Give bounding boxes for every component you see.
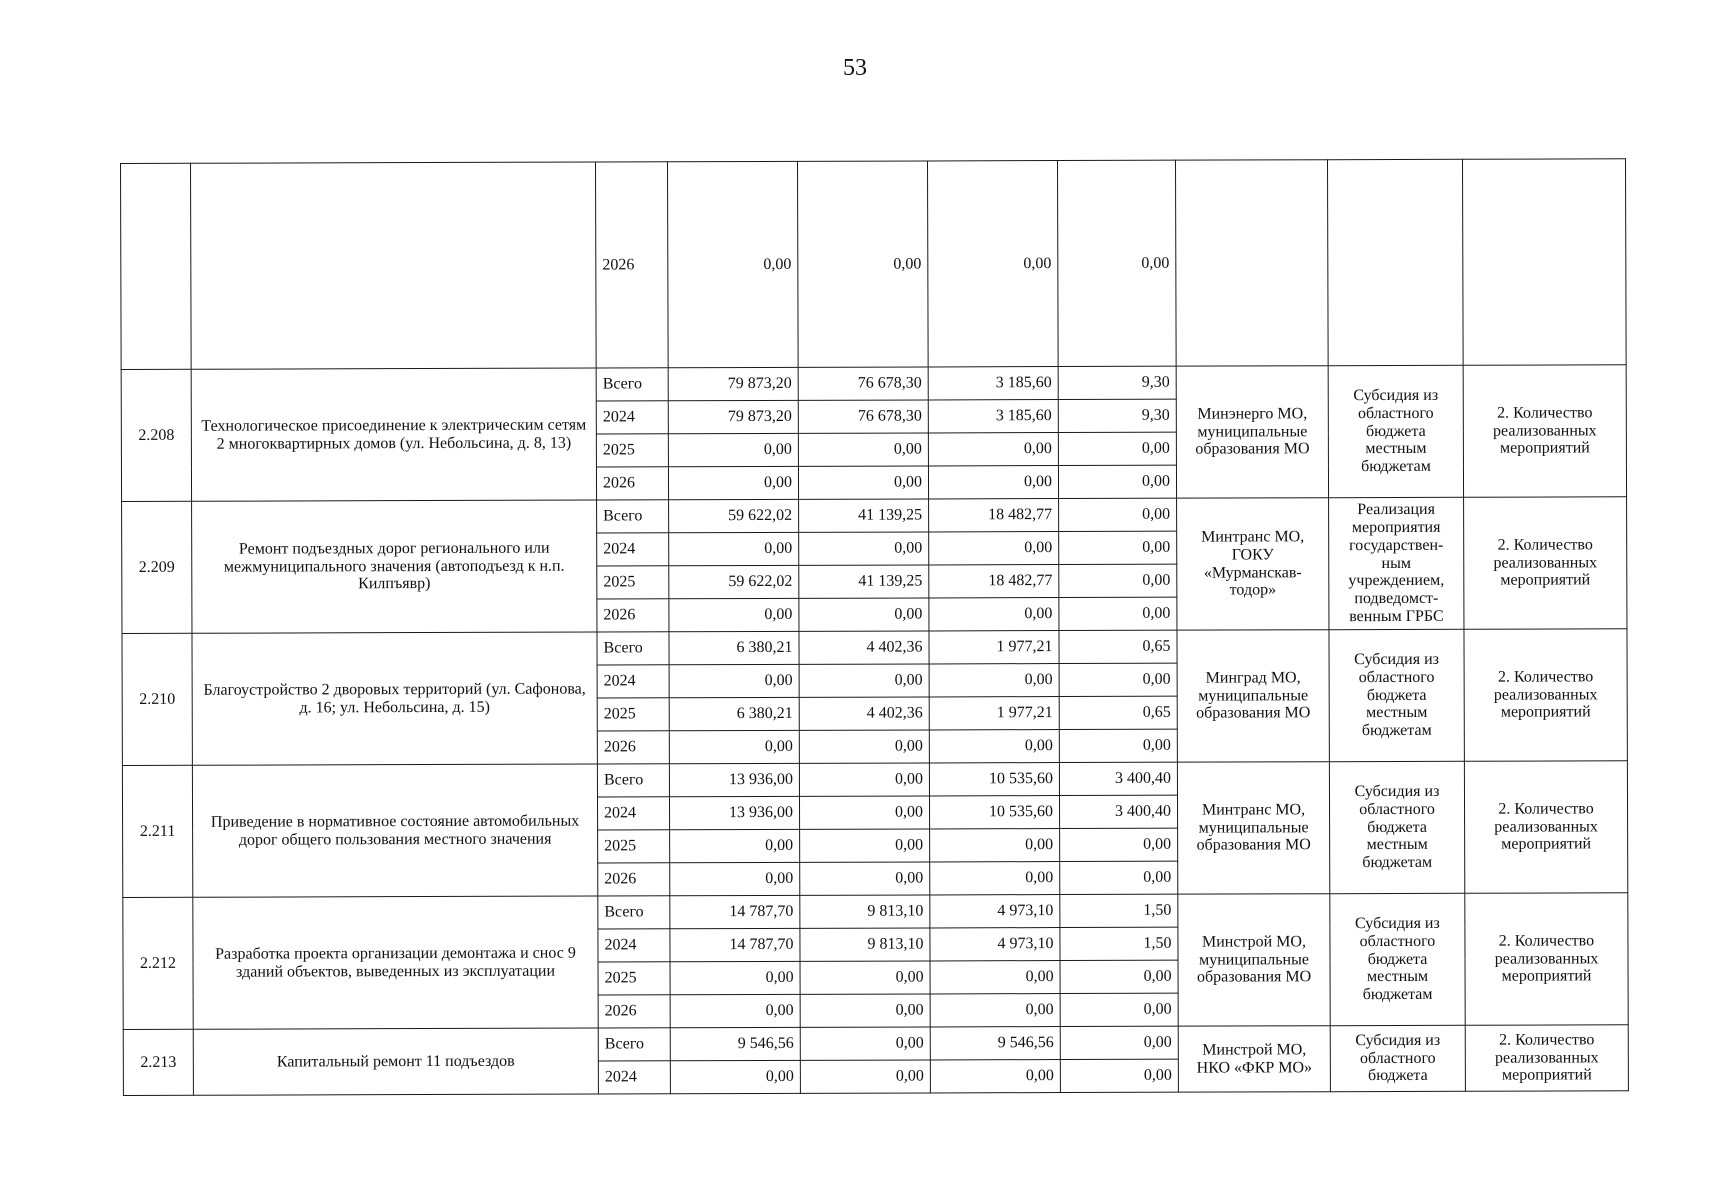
executor-cell: Минград МО, муниципальные образования МО — [1177, 630, 1329, 762]
year-cell: 2026 — [596, 467, 668, 500]
value-federal-cell: 4 402,36 — [799, 697, 929, 730]
year-cell: Всего — [596, 368, 668, 401]
value-local-cell: 0,00 — [1060, 861, 1178, 894]
value-local-cell: 0,00 — [1060, 1059, 1178, 1092]
funding-source-cell: Субсидия из областного бюджета — [1330, 1025, 1465, 1091]
continuation-executor-cell — [1175, 160, 1328, 366]
value-federal-cell: 76 678,30 — [798, 400, 928, 433]
value-local-cell: 0,00 — [1059, 531, 1177, 564]
year-cell: Всего — [597, 632, 669, 665]
funding-source-cell: Реализация мероприятия государствен-ным учреждением, подведомст-венным ГРБС — [1329, 497, 1464, 629]
value-regional-cell: 1 977,21 — [929, 697, 1059, 730]
year-cell: 2025 — [598, 962, 670, 995]
program-measures-table — [120, 158, 1629, 1096]
value-total-cell: 6 380,21 — [669, 631, 799, 664]
measure-name-cell: Ремонт подъездных дорог регионального или межмуниципального значения (автоподъезд к н.п. Килпъявр) — [192, 500, 597, 633]
year-cell: 2026 — [598, 863, 670, 896]
value-regional-cell: 3 185,60 — [928, 367, 1058, 400]
value-federal-cell: 76 678,30 — [798, 367, 928, 400]
executor-cell: Минтранс МО, ГОКУ «Мурманскав-тодор» — [1177, 498, 1329, 630]
value-local-cell: 0,65 — [1059, 696, 1177, 729]
value-federal-cell: 41 139,25 — [799, 565, 929, 598]
measure-index-cell: 2.209 — [122, 501, 192, 633]
measure-row — [121, 365, 1626, 403]
value-federal-cell: 4 402,36 — [799, 631, 929, 664]
value-federal-cell: 0,00 — [800, 1027, 930, 1060]
value-total-cell: 0,00 — [668, 433, 798, 466]
value-total-cell: 0,00 — [669, 598, 799, 631]
value-total-cell: 59 622,02 — [669, 565, 799, 598]
value-federal-cell: 0,00 — [798, 433, 928, 466]
table-body — [121, 159, 1629, 1096]
measure-index-cell: 2.208 — [121, 369, 191, 501]
value-regional-cell: 4 973,10 — [930, 928, 1060, 961]
value-federal-cell: 0,00 — [800, 994, 930, 1027]
value-federal-cell: 41 139,25 — [799, 499, 929, 532]
measure-index-cell: 2.210 — [122, 633, 192, 765]
indicator-cell: 2. Количество реализованных мероприятий — [1464, 629, 1627, 762]
value-regional-cell: 18 482,77 — [929, 565, 1059, 598]
year-cell: 2026 — [597, 599, 669, 632]
value-total-cell: 14 787,70 — [670, 928, 800, 961]
value-federal-cell: 0,00 — [799, 730, 929, 763]
funding-source-cell: Субсидия из областного бюджета местным бюджетам — [1330, 893, 1465, 1025]
measure-name-cell: Приведение в нормативное состояние автомобильных дорог общего пользования местного значения — [192, 764, 597, 897]
value-local-cell: 0,00 — [1058, 432, 1176, 465]
value-total-cell: 0,00 — [670, 961, 800, 994]
measure-name-cell: Капитальный ремонт 11 подъездов — [193, 1028, 598, 1095]
value-regional-cell: 0,00 — [929, 664, 1059, 697]
measure-name-cell: Технологическое присоединение к электрическим сетям 2 многоквартирных домов (ул. Небольсина, д. 8, 13) — [191, 368, 596, 501]
value-regional-cell: 9 546,56 — [930, 1027, 1060, 1060]
measure-row — [122, 629, 1627, 667]
value-regional-cell: 3 185,60 — [928, 400, 1058, 433]
year-cell: 2024 — [598, 1061, 670, 1094]
continuation-index-cell — [121, 163, 192, 369]
measure-row — [122, 497, 1627, 535]
value-regional-cell: 10 535,60 — [929, 796, 1059, 829]
year-cell: 2025 — [597, 698, 669, 731]
value-federal-cell: 0,00 — [800, 862, 930, 895]
measure-row — [123, 893, 1628, 931]
year-cell: 2025 — [596, 434, 668, 467]
value-total-cell: 0,00 — [670, 994, 800, 1027]
value-federal-cell: 0,00 — [799, 763, 929, 796]
year-cell: 2024 — [597, 665, 669, 698]
indicator-cell: 2. Количество реализованных мероприятий — [1464, 497, 1627, 630]
value-federal-cell: 0,00 — [800, 961, 930, 994]
value-total-cell: 14 787,70 — [670, 895, 800, 928]
funding-source-cell: Субсидия из областного бюджета местным бюджетам — [1329, 629, 1464, 761]
executor-cell: Минэнерго МО, муниципальные образования МО — [1176, 366, 1328, 498]
value-federal-cell: 9 813,10 — [800, 928, 930, 961]
value-local-cell: 0,00 — [1060, 993, 1178, 1026]
value-local-cell: 0,00 — [1059, 663, 1177, 696]
indicator-cell: 2. Количество реализованных мероприятий — [1465, 1025, 1628, 1092]
program-table-container — [120, 158, 1629, 1096]
value-local-cell: 0,00 — [1060, 960, 1178, 993]
value-federal-cell: 9 813,10 — [800, 895, 930, 928]
value-total-cell: 0,00 — [669, 730, 799, 763]
year-cell: 2026 — [598, 995, 670, 1028]
value-local-cell: 0,00 — [1057, 160, 1176, 366]
continuation-indicator-cell — [1462, 159, 1626, 366]
year-cell: 2025 — [598, 830, 670, 863]
value-total-cell: 0,00 — [669, 532, 799, 565]
value-regional-cell: 0,00 — [929, 532, 1059, 565]
year-cell: 2024 — [596, 401, 668, 434]
value-regional-cell: 1 977,21 — [929, 631, 1059, 664]
value-total-cell: 0,00 — [670, 1060, 800, 1093]
year-cell: Всего — [598, 896, 670, 929]
executor-cell: Минстрой МО, муниципальные образования МО — [1178, 894, 1330, 1026]
indicator-cell: 2. Количество реализованных мероприятий — [1463, 365, 1626, 498]
value-local-cell: 0,65 — [1059, 630, 1177, 663]
measure-row — [123, 1025, 1628, 1063]
value-local-cell: 0,00 — [1059, 729, 1177, 762]
year-cell: Всего — [597, 500, 669, 533]
value-total-cell: 13 936,00 — [669, 796, 799, 829]
value-regional-cell: 0,00 — [928, 466, 1058, 499]
funding-source-cell: Субсидия из областного бюджета местным бюджетам — [1328, 365, 1463, 497]
value-federal-cell: 0,00 — [799, 664, 929, 697]
year-cell: 2025 — [597, 566, 669, 599]
value-regional-cell: 0,00 — [929, 598, 1059, 631]
continuation-name-cell — [191, 162, 597, 369]
value-regional-cell: 0,00 — [930, 961, 1060, 994]
value-total-cell: 79 873,20 — [668, 400, 798, 433]
value-federal-cell: 0,00 — [799, 796, 929, 829]
value-local-cell: 9,30 — [1058, 399, 1176, 432]
year-cell: Всего — [597, 764, 669, 797]
value-local-cell: 0,00 — [1059, 597, 1177, 630]
value-local-cell: 1,50 — [1060, 927, 1178, 960]
value-local-cell: 0,00 — [1059, 498, 1177, 531]
value-local-cell: 0,00 — [1059, 564, 1177, 597]
value-local-cell: 0,00 — [1058, 465, 1176, 498]
value-local-cell: 1,50 — [1060, 894, 1178, 927]
value-total-cell: 0,00 — [669, 664, 799, 697]
value-federal-cell: 0,00 — [800, 1060, 930, 1093]
value-federal-cell: 0,00 — [799, 532, 929, 565]
year-cell: Всего — [598, 1028, 670, 1061]
value-regional-cell: 4 973,10 — [930, 895, 1060, 928]
measure-index-cell: 2.211 — [122, 765, 192, 897]
year-cell: 2024 — [598, 929, 670, 962]
indicator-cell: 2. Количество реализованных мероприятий — [1464, 761, 1627, 894]
value-regional-cell: 0,00 — [928, 433, 1058, 466]
measure-row — [122, 761, 1627, 799]
value-local-cell: 0,00 — [1060, 828, 1178, 861]
year-cell: 2024 — [597, 797, 669, 830]
value-local-cell: 3 400,40 — [1059, 762, 1177, 795]
continuation-row — [121, 159, 1627, 370]
value-local-cell: 0,00 — [1060, 1026, 1178, 1059]
measure-index-cell: 2.213 — [123, 1029, 193, 1095]
value-regional-cell: 0,00 — [929, 730, 1059, 763]
value-total-cell: 59 622,02 — [669, 499, 799, 532]
value-local-cell: 3 400,40 — [1059, 795, 1177, 828]
funding-source-cell: Субсидия из областного бюджета местным бюджетам — [1329, 761, 1464, 893]
executor-cell: Минтранс МО, муниципальные образования МО — [1177, 762, 1329, 894]
measure-index-cell: 2.212 — [123, 897, 193, 1029]
value-total-cell: 0,00 — [668, 466, 798, 499]
year-cell: 2026 — [597, 731, 669, 764]
measure-name-cell: Разработка проекта организации демонтажа и снос 9 зданий объектов, выведенных из эксплуатации — [193, 896, 598, 1029]
year-cell: 2026 — [595, 162, 668, 368]
value-federal-cell: 0,00 — [798, 466, 928, 499]
value-total-cell: 6 380,21 — [669, 697, 799, 730]
value-regional-cell: 10 535,60 — [929, 763, 1059, 796]
value-total-cell: 9 546,56 — [670, 1027, 800, 1060]
value-regional-cell: 0,00 — [930, 1060, 1060, 1093]
measure-name-cell: Благоустройство 2 дворовых территорий (ул. Сафонова, д. 16; ул. Небольсина, д. 15) — [192, 632, 597, 765]
value-total-cell: 0,00 — [670, 829, 800, 862]
value-regional-cell: 0,00 — [930, 994, 1060, 1027]
indicator-cell: 2. Количество реализованных мероприятий — [1465, 893, 1628, 1026]
executor-cell: Минстрой МО, НКО «ФКР МО» — [1178, 1026, 1330, 1092]
page-number: 53 — [843, 55, 867, 81]
year-cell: 2024 — [597, 533, 669, 566]
value-total-cell: 79 873,20 — [668, 367, 798, 400]
value-local-cell: 9,30 — [1058, 366, 1176, 399]
value-total-cell: 0,00 — [670, 862, 800, 895]
value-total-cell: 0,00 — [667, 161, 798, 367]
value-total-cell: 13 936,00 — [669, 763, 799, 796]
value-regional-cell: 0,00 — [930, 862, 1060, 895]
value-federal-cell: 0,00 — [800, 829, 930, 862]
continuation-funding-cell — [1327, 159, 1463, 365]
value-regional-cell: 0,00 — [930, 829, 1060, 862]
value-federal-cell: 0,00 — [799, 598, 929, 631]
value-regional-cell: 18 482,77 — [929, 499, 1059, 532]
value-federal-cell: 0,00 — [797, 161, 928, 367]
value-regional-cell: 0,00 — [927, 161, 1058, 367]
